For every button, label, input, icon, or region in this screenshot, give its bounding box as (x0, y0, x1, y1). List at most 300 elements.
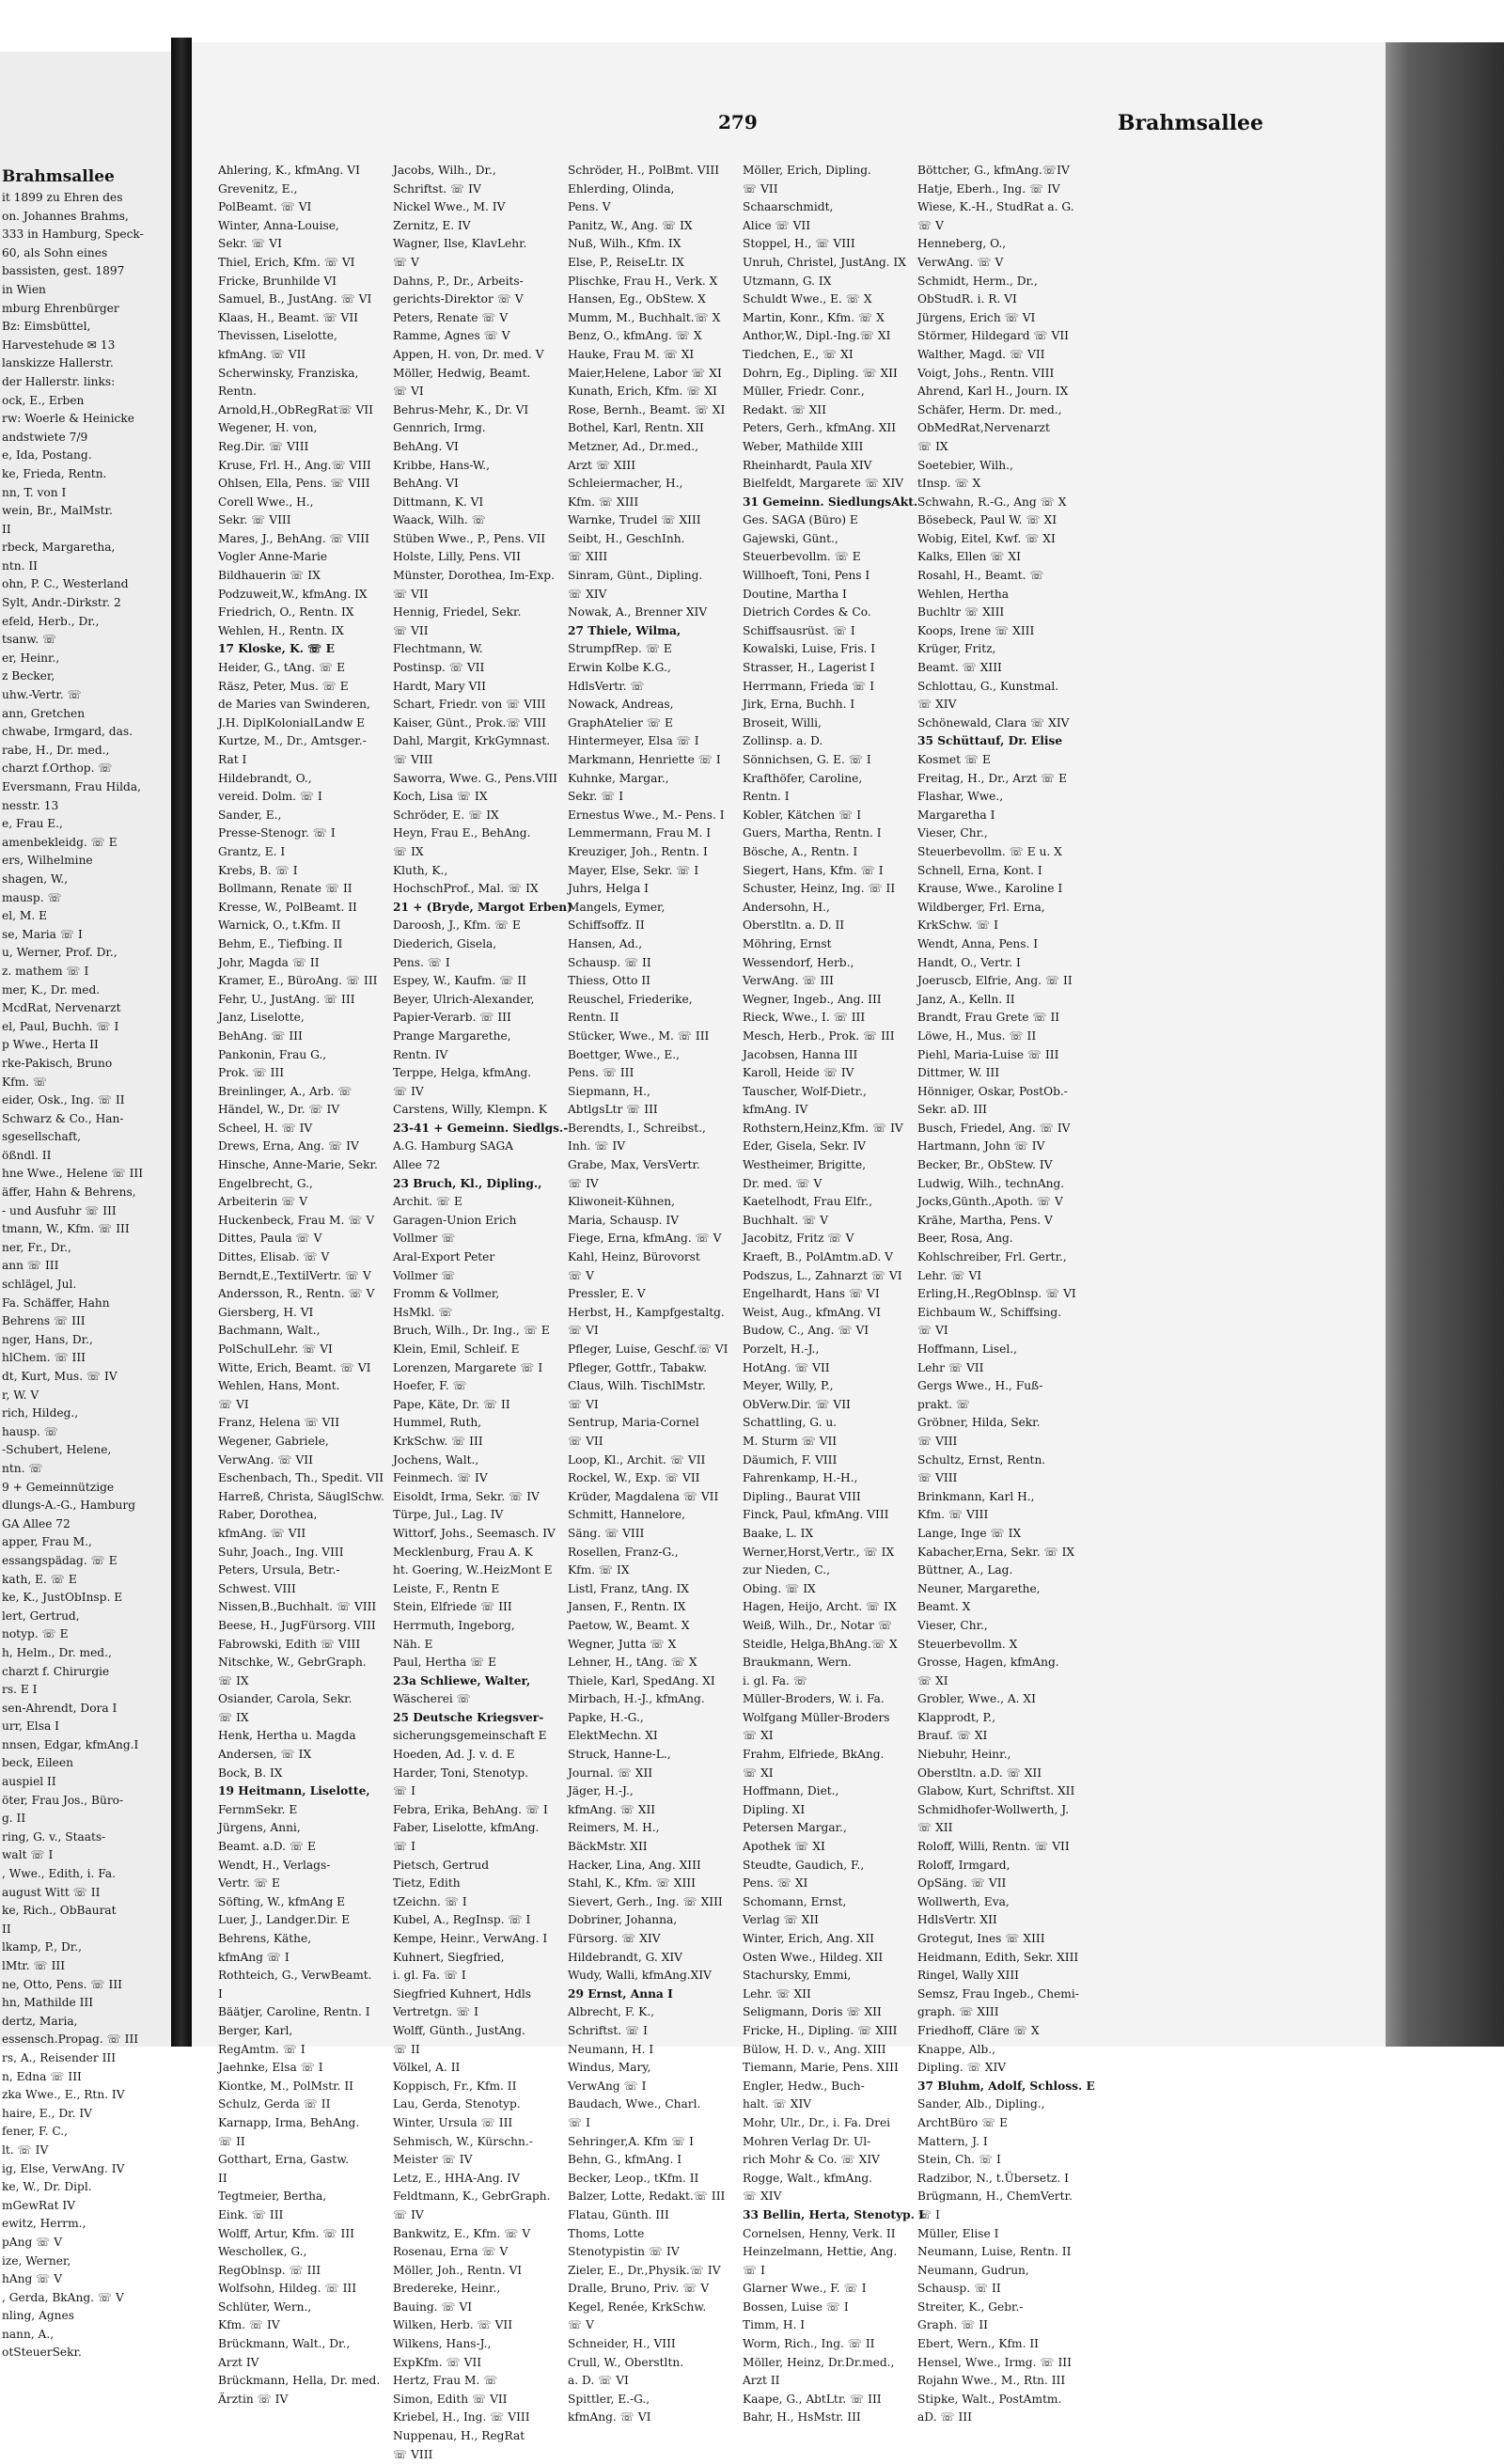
directory-entry: Podszus, L., Zahnarzt ☏ VI (743, 1268, 902, 1282)
directory-entry: Rosenau, Erna ☏ V (393, 2245, 509, 2259)
directory-entry: Dralle, Bruno, Priv. ☏ V (568, 2282, 710, 2296)
directory-entry: Schriftst. ☏ IV (393, 181, 481, 196)
directory-entry: ☏ VI (568, 1324, 599, 1338)
directory-entry: Rentn. I (743, 790, 790, 804)
directory-entry: Schultz, Ernst, Rentn. (917, 1452, 1046, 1467)
directory-entry: Lehr. ☏ VI (917, 1268, 982, 1282)
directory-entry: Rockel, W., Exp. ☏ VII (568, 1471, 700, 1485)
directory-entry: Allee 72 (393, 1158, 441, 1172)
left-page-line: walt ☏ I (2, 1848, 54, 1862)
directory-entry: Wilken, Herb. ☏ VII (393, 2318, 513, 2332)
directory-entry: aD. ☏ III (917, 2410, 972, 2425)
directory-entry: ☏ IX (218, 1673, 249, 1687)
directory-entry: Witte, Erich, Beamt. ☏ VI (218, 1360, 371, 1374)
left-page-line: beck, Eileen (2, 1756, 73, 1770)
directory-entry: Steuerbevollm. ☏ E (743, 550, 861, 564)
directory-entry: Ludwig, Wilh., technAng. (917, 1176, 1065, 1190)
left-page-line: lert, Gertrud, (2, 1609, 80, 1623)
directory-entry: Dittes, Elisab. ☏ V (218, 1250, 330, 1264)
directory-entry: Braukmann, Wern. (743, 1656, 852, 1670)
left-page-line: tmann, W., Kfm. ☏ III (2, 1222, 130, 1236)
directory-entry: Worm, Rich., Ing. ☏ II (743, 2337, 875, 2351)
directory-entry: Plischke, Frau H., Verk. X (568, 274, 718, 288)
directory-entry: Kaiser, Günt., Prok.☏ VIII (393, 715, 546, 730)
directory-entry: Janz, A., Kelln. II (917, 992, 1015, 1006)
directory-entry: Martin, Konr., Kfm. ☏ X (743, 310, 885, 324)
left-page-line: ewitz, Herrm., (2, 2217, 86, 2231)
directory-entry: Frahm, Elfriede, BkAng. (743, 1748, 885, 1762)
directory-entry: ☏ VII (393, 587, 429, 601)
directory-entry: Herrmann, Frieda ☏ I (743, 679, 875, 693)
directory-entry: Gajewski, Günt., (743, 531, 838, 545)
left-page-line: notyp. ☏ E (2, 1627, 69, 1641)
directory-entry: Strasser, H., Lagerist I (743, 661, 875, 675)
directory-entry: i. gl. Fa. ☏ I (393, 1969, 466, 1983)
directory-entry: Jaehnke, Elsa ☏ I (218, 2061, 323, 2075)
directory-entry: Nissen,B.,Buchhalt. ☏ VIII (218, 1600, 377, 1614)
directory-entry: Rosellen, Franz-G., (568, 1545, 679, 1559)
directory-entry: Wescholleк, G., (218, 2245, 307, 2259)
directory-entry: Winter, Anna-Louise, (218, 218, 339, 232)
directory-entry: kfmAng. IV (743, 1103, 808, 1117)
directory-entry: Prange Margarethe, (393, 1028, 511, 1043)
directory-entry: Prok. ☏ III (218, 1066, 285, 1080)
book-page-edges (1386, 42, 1504, 2047)
directory-entry: Kfm. ☏ IV (218, 2318, 280, 2332)
left-page-line: sgesellschaft, (2, 1130, 82, 1144)
directory-entry: Warnick, O., t.Kfm. II (218, 918, 341, 933)
directory-entry: Soetebier, Wilh., (917, 458, 1013, 472)
directory-entry: Sekr. aD. III (917, 1103, 987, 1117)
directory-entry: Andersen, ☏ IX (218, 1748, 312, 1762)
directory-entry: Schuster, Heinz, Ing. ☏ II (743, 882, 896, 896)
left-page-line: hausp. ☏ (2, 1424, 59, 1438)
left-page-line: g. II (2, 1812, 26, 1826)
directory-entry: Dipling., Baurat VIII (743, 1489, 861, 1503)
directory-entry: ☏ VI (393, 385, 424, 399)
directory-entry: Schleiermacher, H., (568, 477, 683, 491)
left-page-line: rw: Woerle & Heinicke (2, 412, 134, 426)
directory-entry: Hansen, Ad., (568, 936, 643, 950)
left-page-line: lkamp, P., Dr., (2, 1940, 83, 1954)
directory-entry: Dipling. XI (743, 1802, 806, 1816)
directory-entry: Anthor,W., Dipl.-Ing.☏ XI (743, 329, 891, 343)
directory-entry: Radzibor, N., t.Übersetz. I (917, 2171, 1069, 2185)
directory-entry: Stoppel, H., ☏ VIII (743, 237, 855, 251)
directory-entry: Streiter, K., Gebr.- (917, 2299, 1024, 2314)
directory-entry: Ahlering, K., kfmAng. VI (218, 164, 360, 177)
directory-entry: Arzt II (743, 2374, 780, 2388)
directory-entry: Brauf. ☏ XI (917, 1729, 988, 1743)
directory-entry: Schlüter, Wern., (218, 2299, 312, 2314)
directory-entry: Peters, Ursula, Betr.- (218, 1563, 340, 1577)
directory-entry: Andersson, R., Rentn. ☏ V (218, 1287, 375, 1301)
directory-entry: Engelbrecht, G., (218, 1176, 313, 1190)
directory-entry: Doutine, Martha I (743, 587, 847, 601)
directory-entry: Kurtze, M., Dr., Amtsger.- (218, 734, 367, 748)
directory-entry: Klaas, H., Beamt. ☏ VII (218, 310, 358, 324)
directory-entry: vereid. Dolm. ☏ I (218, 790, 322, 804)
directory-entry: ☏ I (568, 2115, 590, 2129)
directory-entry: Vieser, Chr., (917, 826, 988, 840)
directory-entry: Guers, Martha, Rentn. I (743, 826, 882, 840)
directory-entry: Hoefer, F. ☏ (393, 1379, 467, 1393)
directory-entry: Tiedchen, E., ☏ XI (743, 347, 854, 361)
directory-entry: Engelhardt, Hans ☏ VI (743, 1287, 880, 1301)
directory-entry: Jirk, Erna, Buchh. I (743, 698, 855, 712)
directory-entry: Mohr, Ulr., Dr., i. Fa. Drei (743, 2115, 891, 2129)
directory-entry: Bahr, H., HsMstr. III (743, 2410, 861, 2425)
directory-entry: J.H. DiplKolonialLandw E (218, 715, 366, 730)
directory-entry: Schuldt Wwe., E. ☏ X (743, 292, 872, 306)
directory-entry: OpSäng. ☏ VII (917, 1876, 1007, 1891)
directory-entry: Wessendorf, Herb., (743, 955, 854, 969)
left-page-line: h, Helm., Dr. med., (2, 1645, 112, 1659)
left-page-line: Schwarz & Co., Han- (2, 1111, 124, 1125)
directory-entry: Apothek ☏ XI (743, 1840, 825, 1854)
directory-entry: Kohlschreiber, Frl. Gertr., (917, 1250, 1067, 1264)
directory-entry: Weiß, Wilh., Dr., Notar ☏ (743, 1618, 893, 1632)
directory-entry: Dahns, P., Dr., Arbeits- (393, 274, 524, 288)
left-page-text (0, 52, 171, 2362)
directory-entry: Behrens, Käthe, (218, 1932, 312, 1945)
directory-entry: ☏ VIII (917, 1434, 958, 1448)
directory-entry: Lau, Gerda, Stenotyp. (393, 2097, 521, 2111)
directory-entry: Lehr ☏ VII (917, 1360, 984, 1374)
directory-entry: ☏ I (743, 2263, 765, 2277)
directory-entry: Stipke, Walt., PostAmtm. (917, 2392, 1062, 2406)
directory-entry: Mirbach, H.-J., kfmAng. (568, 1692, 705, 1706)
directory-entry: Tegtmeier, Bertha, (218, 2189, 327, 2204)
left-page-line: rich, Hildeg., (2, 1406, 79, 1420)
directory-entry: Beamt. X (917, 1600, 971, 1614)
directory-entry: ☏ I (393, 1840, 415, 1854)
directory-entry: Osten Wwe., Hildeg. XII (743, 1950, 884, 1964)
directory-entry: ☏ VII (743, 181, 778, 196)
directory-entry: Brinkmann, Karl H., (917, 1489, 1035, 1503)
directory-entry: Podzuweit,W., kfmAng. IX (218, 587, 368, 601)
directory-entry: Markmann, Henriette ☏ I (568, 753, 721, 766)
directory-entry: Kempe, Heinr., VerwAng. I (393, 1932, 548, 1945)
directory-entry: Samuel, B., JustAng. ☏ VI (218, 292, 372, 306)
directory-entry: Diederich, Gisela, (393, 936, 497, 950)
directory-entry: BehAng. VI (393, 477, 459, 491)
directory-entry: Vieser, Chr., (917, 1618, 988, 1632)
directory-entry: Papier-Verarb. ☏ III (393, 1011, 511, 1025)
left-street-heading: Brahmsallee (2, 167, 115, 186)
directory-entry: Koch, Lisa ☏ IX (393, 790, 488, 804)
directory-entry: Däumich, F. VIII (743, 1452, 838, 1467)
directory-entry: Carstens, Willy, Klempn. K (393, 1103, 547, 1117)
directory-entry: Arbeiterin ☏ V (218, 1195, 308, 1209)
directory-entry: Petersen Margar., (743, 1821, 847, 1835)
directory-entry: Kobler, Kätchen ☏ I (743, 808, 862, 822)
directory-entry: PolSchulLehr. ☏ VI (218, 1342, 333, 1356)
directory-entry: Sekr. ☏ VI (218, 237, 282, 251)
left-page-line: rabe, H., Dr. med., (2, 743, 110, 757)
left-page-line: nn, T. von I (2, 485, 67, 499)
directory-entry: HochschProf., Mal. ☏ IX (393, 882, 539, 896)
house-number-entry: 17 Kloske, K. ☏ E (218, 642, 335, 656)
directory-entry: Huckenbeck, Frau M. ☏ V (218, 1213, 375, 1227)
left-page-line: e, Ida, Postang. (2, 448, 92, 463)
directory-entry: tZeichn. ☏ I (393, 1894, 467, 1908)
directory-entry: Utzmann, G. IX (743, 274, 832, 288)
directory-entry: Claus, Wilh. TischlMstr. (568, 1379, 706, 1393)
house-number-entry: 33 Bellin, Herta, Stenotyp. I (743, 2207, 924, 2221)
directory-entry: Steidle, Helga,BhAng.☏ X (743, 1637, 898, 1651)
directory-entry: Meyer, Willy, P., (743, 1379, 834, 1393)
directory-entry: Buchhalt. ☏ V (743, 1213, 829, 1227)
directory-column-2 (393, 162, 572, 2461)
directory-entry: Berndt,E.,TextilVertr. ☏ V (218, 1268, 371, 1282)
directory-entry: Reg.Dir. ☏ VIII (218, 439, 309, 453)
directory-entry: Wolfsohn, Hildeg. ☏ III (218, 2282, 357, 2296)
left-page-line: wein, Br., MalMstr. (2, 504, 113, 518)
left-page-line: p Wwe., Herta II (2, 1038, 99, 1052)
directory-entry: Möhring, Ernst (743, 936, 832, 950)
directory-entry: BäckMstr. XII (568, 1840, 648, 1854)
directory-entry: Kabacher,Erna, Sekr. ☏ IX (917, 1545, 1075, 1559)
directory-entry: Hönniger, Oskar, PostOb.- (917, 1084, 1068, 1098)
directory-column-1 (218, 162, 393, 2406)
directory-entry: kfmAng. ☏ VII (218, 347, 306, 361)
directory-entry: Friedhoff, Cläre ☏ X (917, 2023, 1040, 2037)
left-page-line: charzt f. Chirurgie (2, 1664, 110, 1678)
directory-entry: Kowalski, Luise, Fris. I (743, 642, 876, 656)
directory-entry: Dittmer, W. III (917, 1066, 1000, 1080)
directory-entry: Stücker, Wwe., M. ☏ III (568, 1028, 710, 1043)
directory-entry: Fricke, Brunhilde VI (218, 274, 337, 288)
left-page-line: zka Wwe., E., Rtn. IV (2, 2088, 125, 2102)
directory-entry: Saworra, Wwe. G., Pens.VIII (393, 771, 557, 785)
directory-entry: Türpe, Jul., Lag. IV (393, 1508, 504, 1522)
directory-entry: Schmidt, Herm., Dr., (917, 274, 1038, 288)
directory-entry: Neuner, Margarethe, (917, 1581, 1041, 1595)
directory-entry: Schmidhofer-Wollwerth, J. (917, 1802, 1070, 1816)
directory-entry: Wittorf, Johs., Seemasch. IV (393, 1526, 556, 1540)
left-page-line: essensch.Propag. ☏ III (2, 2032, 139, 2047)
left-page-line: Harvestehude ✉ 13 (2, 337, 116, 352)
directory-entry: Flechtmann, W. (393, 642, 483, 656)
directory-entry: Bruch, Wilh., Dr. Ing., ☏ E (393, 1324, 550, 1338)
left-page-line: sen-Ahrendt, Dora I (2, 1701, 118, 1715)
directory-entry: Flashar, Wwe., (917, 790, 1004, 804)
directory-entry: Jacobsen, Hanna III (743, 1047, 858, 1061)
directory-entry: Beyer, Ulrich-Alexander, (393, 992, 535, 1006)
directory-entry: ☏ V (393, 255, 419, 269)
left-page-line: ers, Wilhelmine (2, 854, 93, 868)
directory-entry: Febra, Erika, BehAng. ☏ I (393, 1802, 548, 1816)
directory-entry: ElektMechn. XI (568, 1729, 658, 1743)
directory-entry: Arnold,H.,ObRegRat☏ VII (218, 402, 373, 416)
left-page-line: lt. ☏ IV (2, 2142, 49, 2157)
directory-entry: Semsz, Frau Ingeb., Chemi- (917, 1986, 1079, 2001)
directory-entry: Siegfried Kuhnert, Hdls (393, 1986, 532, 2001)
directory-entry: Kluth, K., (393, 863, 448, 877)
left-page-line: GA Allee 72 (2, 1516, 70, 1530)
directory-entry: Schwest. VIII (218, 1581, 296, 1595)
left-page-line: ke, W., Dr. Dipl. (2, 2180, 92, 2194)
directory-entry: de Maries van Swinderen, (218, 698, 370, 712)
left-page-line: nesstr. 13 (2, 798, 59, 812)
left-page-line: efeld, Herb., Dr., (2, 614, 100, 628)
directory-entry: Kreuziger, Joh., Rentn. I (568, 844, 708, 858)
directory-entry: Stein, Ch. ☏ I (917, 2153, 1001, 2167)
directory-entry: Bülow, H. D. v., Ang. XIII (743, 2042, 886, 2056)
left-page-line: Behrens ☏ III (2, 1314, 86, 1328)
directory-entry: HotAng. ☏ VII (743, 1360, 830, 1374)
directory-entry: Jürgens, Erich ☏ VI (917, 310, 1036, 324)
directory-entry: Scherwinsky, Franziska, (218, 366, 359, 380)
left-page-line: lanskizze Hallerstr. (2, 356, 114, 370)
left-page-line: ohn, P. C., Westerland (2, 577, 129, 591)
left-page-line: dertz, Maria, (2, 2014, 78, 2028)
directory-entry: Peters, Gerh., kfmAng. XII (743, 421, 897, 435)
directory-entry: Alice ☏ VII (743, 218, 811, 232)
directory-entry: Hagen, Heijo, Archt. ☏ IX (743, 1600, 897, 1614)
directory-entry: Kliwoneit-Kühnen, (568, 1195, 675, 1209)
directory-entry: Holste, Lilly, Pens. VII (393, 550, 521, 564)
directory-entry: ☏ XI (743, 1766, 774, 1780)
house-number-entry: 23 Bruch, Kl., Dipling., (393, 1176, 542, 1190)
directory-entry: Mecklenburg, Frau A. K (393, 1545, 533, 1559)
directory-entry: ☏ XIV (568, 587, 607, 601)
directory-entry: ☏ IV (393, 2207, 424, 2221)
directory-entry: Zollinsp. a. D. (743, 734, 823, 748)
directory-entry: Garagen-Union Erich (393, 1213, 517, 1227)
left-page-line: ring, G. v., Staats- (2, 1829, 106, 1844)
left-page-line: ößndl. II (2, 1148, 52, 1162)
directory-entry: Kaape, G., AbtLtr. ☏ III (743, 2392, 882, 2406)
directory-entry: Sinram, Günt., Dipling. (568, 569, 703, 583)
directory-entry: Krüder, Magdalena ☏ VII (568, 1489, 719, 1503)
directory-column-3 (568, 162, 743, 2425)
directory-entry: Pape, Käte, Dr. ☏ II (393, 1397, 510, 1411)
directory-entry: Krause, Wwe., Karoline I (917, 882, 1063, 896)
directory-entry: Paetow, W., Beamt. X (568, 1618, 690, 1632)
directory-entry: Herrmuth, Ingeborg, (393, 1618, 515, 1632)
directory-entry: Kruse, Frl. H., Ang.☏ VIII (218, 458, 371, 472)
directory-entry: Kiontke, M., PolMstr. II (218, 2079, 353, 2093)
directory-entry: Bösebeck, Paul W. ☏ XI (917, 513, 1058, 527)
directory-entry: Beamt. ☏ XIII (917, 661, 1002, 675)
directory-entry: Sehringer,A. Kfm ☏ I (568, 2134, 694, 2148)
left-page-line: el, M. E (2, 909, 47, 923)
directory-entry: Kresse, W., PolBeamt. II (218, 900, 357, 914)
directory-entry: VerwAng. ☏ III (743, 974, 834, 988)
book-gutter (171, 38, 192, 2047)
directory-entry: Pietsch, Gertrud (393, 1858, 490, 1872)
directory-entry: Händel, W., Dr. ☏ IV (218, 1103, 340, 1117)
directory-entry: Luer, J., Landger.Dir. E (218, 1913, 351, 1927)
directory-entry: ☏ XI (917, 1673, 948, 1687)
house-number-entry: 23a Schliewe, Walter, (393, 1673, 531, 1687)
directory-entry: Kaetelhodt, Frau Elfr., (743, 1195, 873, 1209)
left-page-line: dt, Kurt, Mus. ☏ IV (2, 1370, 118, 1383)
directory-entry: Windus, Mary, (568, 2061, 651, 2075)
directory-entry: Beamt. a.D. ☏ E (218, 1840, 316, 1854)
directory-entry: Kuhnert, Siegfried, (393, 1950, 505, 1964)
directory-entry: Stüben Wwe., P., Pens. VII (393, 531, 546, 545)
directory-entry: Seibt, H., GeschInh. (568, 531, 685, 545)
directory-entry: Pfleger, Luise, Geschf.☏ VI (568, 1342, 728, 1356)
directory-entry: Feinmech. ☏ IV (393, 1471, 488, 1485)
directory-entry: Heinzelmann, Hettie, Ang. (743, 2245, 898, 2259)
directory-entry: Hatje, Eberh., Ing. ☏ IV (917, 181, 1060, 196)
page-number: 279 (718, 111, 758, 133)
directory-entry: ☏ VI (218, 1397, 249, 1411)
directory-entry: Panitz, W., Ang. ☏ IX (568, 218, 693, 232)
directory-entry: Hertz, Frau M. ☏ (393, 2374, 498, 2388)
directory-entry: Bankwitz, E., Kfm. ☏ V (393, 2226, 531, 2240)
left-page-line: el, Paul, Buchh. ☏ I (2, 1019, 119, 1033)
directory-entry: Neumann, H. I (568, 2042, 654, 2056)
directory-entry: Maier,Helene, Labor ☏ XI (568, 366, 722, 380)
directory-entry: Grevenitz, E., (218, 181, 298, 196)
directory-entry: Vertr. ☏ E (218, 1876, 280, 1891)
directory-entry: Bachmann, Walt., (218, 1324, 321, 1338)
directory-entry: Grotegut, Ines ☏ XIII (917, 1932, 1045, 1945)
directory-entry: GraphAtelier ☏ E (568, 715, 673, 730)
directory-entry: ☏ VI (917, 1324, 948, 1338)
left-page-line: ntn. II (2, 558, 38, 573)
directory-entry: Hennig, Friedel, Sekr. (393, 605, 522, 620)
directory-entry: Kfm. ☏ XIII (568, 494, 639, 509)
directory-entry: Schröder, E. ☏ IX (393, 808, 499, 822)
directory-entry: Inh. ☏ IV (568, 1139, 625, 1154)
house-number-entry: 25 Deutsche Kriegsver- (393, 1710, 544, 1724)
directory-entry: Thevissen, Liselotte, (218, 329, 337, 343)
directory-entry: zur Nieden, C., (743, 1563, 830, 1577)
directory-entry: Hoeden, Ad. J. v. d. E (393, 1748, 515, 1762)
directory-entry: Schulz, Gerda ☏ II (218, 2097, 331, 2111)
directory-entry: Tietz, Edith (393, 1876, 461, 1891)
directory-entry: Schnell, Erna, Kont. I (917, 863, 1042, 877)
directory-entry: Espey, W., Kaufm. ☏ II (393, 974, 526, 988)
directory-entry: Wehlen, Hertha (917, 587, 1009, 601)
directory-entry: rich Mohr & Co. ☏ XIV (743, 2153, 880, 2167)
directory-entry: Steuerbevollm. X (917, 1637, 1018, 1651)
house-number-entry: 19 Heitmann, Liselotte, (218, 1784, 370, 1798)
directory-entry: Schausp. ☏ II (568, 955, 651, 969)
directory-entry: Dohrn, Eg., Dipling. ☏ XII (743, 366, 898, 380)
directory-entry: Ges. SAGA (Büro) E (743, 513, 858, 527)
directory-entry: Kramer, E., BüroAng. ☏ III (218, 974, 378, 988)
directory-entry: Weist, Aug., kfmAng. VI (743, 1305, 881, 1319)
left-page-line: chwabe, Irmgard, das. (2, 725, 133, 739)
directory-entry: Mattern, J. I (917, 2134, 988, 2148)
directory-entry: Fehr, U., JustAng. ☏ III (218, 992, 355, 1006)
house-number-entry: 37 Bluhm, Adolf, Schloss. E (917, 2079, 1095, 2093)
left-page-line: hne Wwe., Helene ☏ III (2, 1167, 144, 1181)
left-page-line: dlungs-A.-G., Hamburg (2, 1499, 136, 1513)
directory-entry: Jansen, F., Rentn. IX (568, 1600, 686, 1614)
directory-entry: Oberstltn. a.D. ☏ XII (917, 1766, 1042, 1780)
directory-entry: Arzt IV (218, 2355, 259, 2369)
left-page-line: Bz: Eimsbüttel, (2, 320, 91, 334)
left-page-line: eider, Osk., Ing. ☏ II (2, 1093, 125, 1107)
left-page-line: urr, Elsa I (2, 1719, 59, 1734)
directory-entry: Corell Wwe., H., (218, 494, 314, 509)
directory-entry: Flatau, Günth. III (568, 2207, 669, 2221)
directory-entry: Störmer, Hildegard ☏ VII (917, 329, 1069, 343)
directory-entry: Wolff, Artur, Kfm. ☏ III (218, 2226, 354, 2240)
directory-entry: Vertretgn. ☏ I (393, 2005, 478, 2019)
directory-entry: Rentn. (218, 385, 257, 399)
directory-entry: Eder, Gisela, Sekr. IV (743, 1139, 866, 1154)
directory-entry: Piehl, Maria-Luise ☏ III (917, 1047, 1059, 1061)
